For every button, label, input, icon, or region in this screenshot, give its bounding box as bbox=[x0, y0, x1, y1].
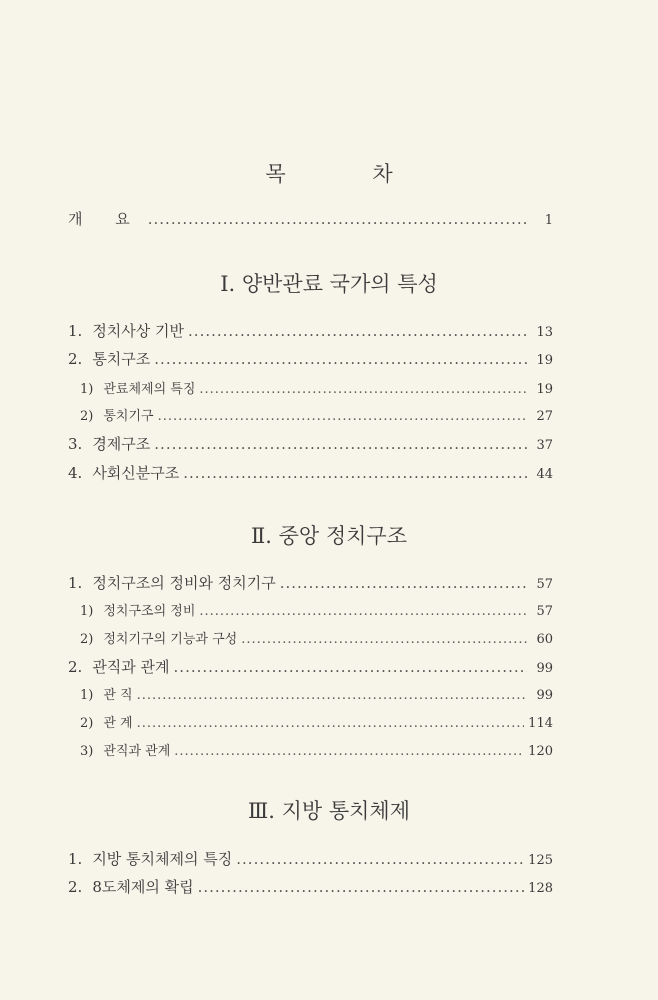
dot-leader bbox=[188, 322, 527, 340]
section-heading: Ⅱ. 중앙 정치구조 bbox=[250, 524, 407, 548]
toc-entry-number: 1) bbox=[80, 688, 94, 703]
toc-entry-label: 관 계 bbox=[103, 716, 133, 731]
toc-entry-label: 지방 통치체제의 특징 bbox=[92, 850, 233, 868]
toc-entry-overview[interactable] bbox=[68, 208, 553, 229]
toc-entry-page: 57 bbox=[536, 604, 553, 619]
toc-entry-label: 관직과 관계 bbox=[92, 658, 170, 676]
dot-leader bbox=[137, 716, 525, 731]
toc-entry-label: 관 직 bbox=[103, 688, 133, 703]
dot-leader bbox=[199, 604, 527, 619]
toc-subentry[interactable] bbox=[80, 378, 553, 397]
toc-entry-number: 2. bbox=[68, 658, 83, 676]
toc-subentry[interactable] bbox=[80, 740, 553, 759]
toc-entry[interactable] bbox=[68, 320, 553, 341]
dot-leader bbox=[280, 574, 527, 592]
toc-entry-number: 1. bbox=[68, 574, 83, 592]
toc-entry-page: 44 bbox=[536, 467, 553, 482]
toc-subentry[interactable] bbox=[80, 600, 553, 619]
toc-subentry[interactable] bbox=[80, 712, 553, 731]
toc-entry-page: 99 bbox=[536, 661, 553, 676]
toc-entry[interactable] bbox=[68, 348, 553, 369]
dot-leader bbox=[154, 350, 527, 368]
dot-leader bbox=[137, 688, 527, 703]
toc-entry[interactable] bbox=[68, 433, 553, 454]
toc-entry-number: 1) bbox=[80, 382, 94, 397]
toc-entry-page: 114 bbox=[528, 716, 553, 731]
toc-entry-label: 통치구조 bbox=[92, 350, 151, 368]
toc-entry-number: 3. bbox=[68, 435, 83, 453]
toc-subentry[interactable] bbox=[80, 405, 553, 424]
toc-entry-page: 19 bbox=[536, 382, 553, 397]
toc-entry-label: 관료체제의 특징 bbox=[103, 382, 196, 397]
toc-entry-number: 1. bbox=[68, 850, 83, 868]
toc-entry-page: 37 bbox=[536, 438, 553, 453]
toc-entry-page: 120 bbox=[528, 744, 553, 759]
toc-entry-page: 1 bbox=[544, 213, 553, 228]
dot-leader bbox=[241, 632, 527, 647]
toc-entry-number: 1. bbox=[68, 322, 83, 340]
section-heading: Ⅰ. 양반관료 국가의 특성 bbox=[220, 272, 438, 296]
toc-entry-label: 경제구조 bbox=[92, 435, 151, 453]
toc-entry-label: 정치사상 기반 bbox=[92, 322, 185, 340]
toc-entry[interactable] bbox=[68, 656, 553, 677]
toc-entry-number: 2. bbox=[68, 350, 83, 368]
toc-entry-number: 3) bbox=[80, 744, 94, 759]
toc-entry-label: 관직과 관계 bbox=[103, 744, 171, 759]
dot-leader bbox=[158, 409, 527, 424]
toc-entry-page: 27 bbox=[536, 409, 553, 424]
toc-entry-label: 사회신분구조 bbox=[92, 464, 180, 482]
toc-entry-page: 57 bbox=[536, 577, 553, 592]
toc-entry-number: 2) bbox=[80, 632, 94, 647]
dot-leader bbox=[154, 435, 527, 453]
section-heading: Ⅲ. 지방 통치체제 bbox=[248, 799, 410, 823]
page-title: 목 차 bbox=[265, 162, 433, 186]
toc-entry-page: 125 bbox=[528, 853, 553, 868]
toc-entry-page: 19 bbox=[536, 353, 553, 368]
dot-leader bbox=[199, 382, 527, 397]
dot-leader bbox=[174, 658, 527, 676]
toc-entry-label: 통치기구 bbox=[103, 409, 154, 424]
toc-entry-label: 개 요 bbox=[68, 210, 144, 228]
toc-entry-page: 128 bbox=[528, 881, 553, 896]
toc-entry-number: 2) bbox=[80, 409, 94, 424]
toc-entry[interactable] bbox=[68, 848, 553, 869]
toc-entry-page: 13 bbox=[536, 325, 553, 340]
dot-leader bbox=[148, 210, 527, 228]
toc-entry-label: 정치구조의 정비와 정치기구 bbox=[92, 574, 276, 592]
dot-leader bbox=[198, 878, 525, 896]
dot-leader bbox=[183, 464, 527, 482]
toc-entry-label: 8도체제의 확립 bbox=[92, 878, 194, 896]
dot-leader bbox=[174, 744, 524, 759]
toc-entry-label: 정치기구의 기능과 구성 bbox=[103, 632, 238, 647]
toc-entry-number: 2. bbox=[68, 878, 83, 896]
toc-subentry[interactable] bbox=[80, 628, 553, 647]
toc-entry-page: 60 bbox=[536, 632, 553, 647]
toc-entry[interactable] bbox=[68, 876, 553, 897]
toc-subentry[interactable] bbox=[80, 684, 553, 703]
toc-entry[interactable] bbox=[68, 572, 553, 593]
toc-entry-number: 1) bbox=[80, 604, 94, 619]
toc-entry-page: 99 bbox=[536, 688, 553, 703]
dot-leader bbox=[236, 850, 524, 868]
toc-entry[interactable] bbox=[68, 462, 553, 483]
toc-entry-number: 4. bbox=[68, 464, 83, 482]
toc-entry-number: 2) bbox=[80, 716, 94, 731]
toc-entry-label: 정치구조의 정비 bbox=[103, 604, 196, 619]
